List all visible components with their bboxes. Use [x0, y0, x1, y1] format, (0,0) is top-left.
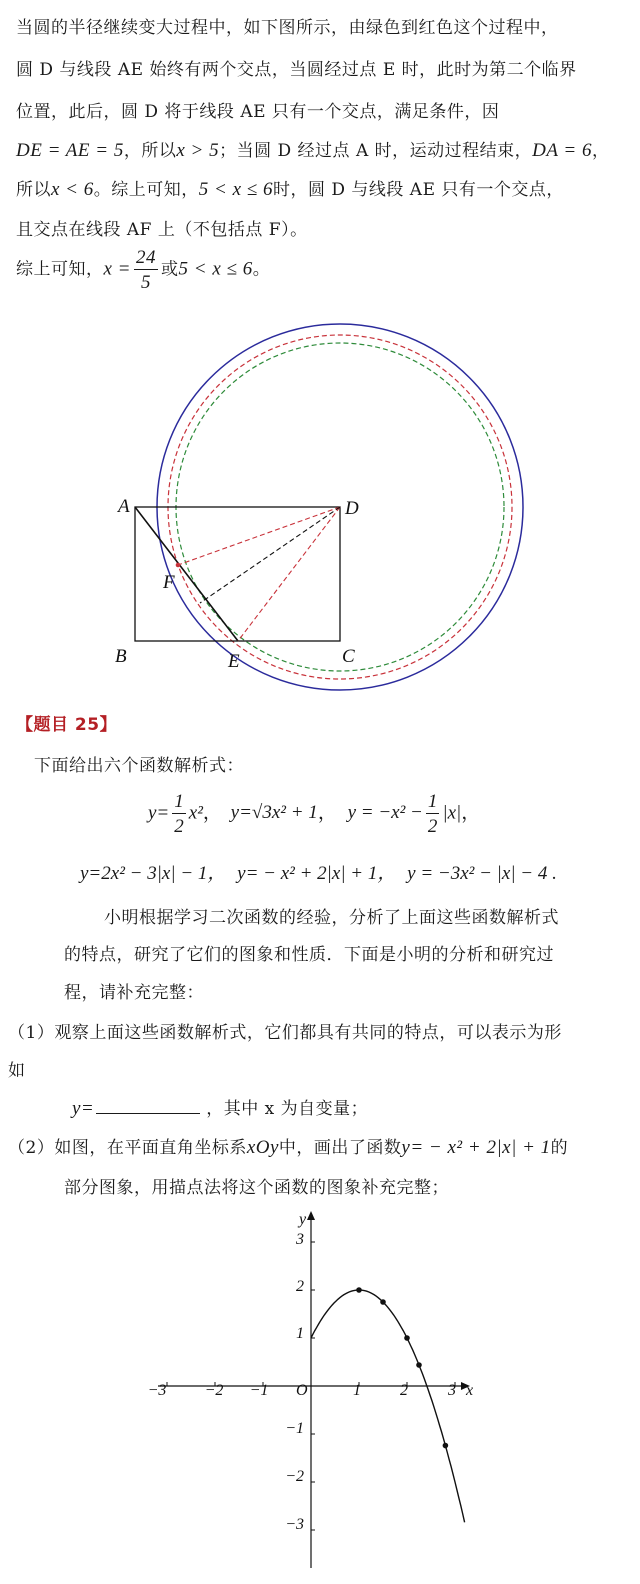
label-c: C [342, 646, 355, 667]
function-4: y=2x² − 3|x| − 1， [80, 863, 227, 884]
solution-line-2: 圆 D 与线段 AE 始终有两个交点，当圆经过点 E 时，此时为第二个临界 [16, 60, 577, 80]
solution-conclusion: 综上可知，x = $\frac{24}{5}$ 或5 < x ≤ 6。 [16, 247, 271, 293]
label-f: F [163, 572, 175, 593]
problem-intro: 下面给出六个函数解析式： [34, 756, 244, 776]
fraction-half-2: $\frac{1}{2}$ [427, 791, 438, 837]
x-tick-label: −1 [249, 1382, 269, 1399]
function-sqrt3: y=√3x² + 1 [230, 802, 318, 824]
data-point [416, 1362, 422, 1368]
inequality-x-lt-6: x < 6 [51, 179, 94, 200]
data-point [443, 1443, 449, 1449]
problem-para-1: 小明根据学习二次函数的经验，分析了上面这些函数解析式 [104, 908, 559, 928]
label-a: A [118, 496, 130, 517]
question-2-function: y= − x² + 2|x| + 1 [401, 1137, 551, 1158]
solution-line-5: 所以x < 6。综上可知，5 < x ≤ 6时，圆 D 与线段 AE 只有一个交点， [16, 179, 564, 200]
coordinate-graph [0, 1200, 640, 1584]
x-tick-label: 1 [353, 1382, 361, 1399]
function-6: y = −3x² − |x| − 4 . [407, 863, 557, 884]
fraction-half: $\frac{1}{2}$ [174, 791, 184, 837]
solution-line-4: DE = AE = 5，所以x > 5；当圆 D 经过点 A 时，运动过程结束，DA = 6， [16, 140, 610, 161]
fraction-24-5: $\frac{24}{5}$ [136, 247, 157, 293]
label-e: E [228, 651, 240, 672]
inequality-x-gt-5: x > 5 [176, 140, 220, 161]
solution-line-1: 当圆的半径继续变大过程中，如下图所示，由绿色到红色这个过程中， [16, 18, 559, 38]
question-1-blank-line: y= ，其中 x 为自变量； [72, 1094, 368, 1120]
x-axis-label: x [466, 1382, 474, 1399]
question-2-line-1: （2）如图，在平面直角坐标系xOy中，画出了函数y= − x² + 2|x| + 1的 [8, 1137, 569, 1158]
data-point [356, 1287, 362, 1293]
data-point [380, 1299, 386, 1305]
y-tick-label: 2 [296, 1278, 304, 1295]
point-f [176, 563, 181, 568]
solution-line-6: 且交点在线段 AF 上（不包括点 F）。 [16, 220, 308, 240]
red-segment-de [238, 507, 340, 641]
solution-line-3: 位置，此后，圆 D 将于线段 AE 只有一个交点，满足条件，因 [16, 102, 500, 122]
y-tick-label: 1 [296, 1325, 304, 1342]
y-axis-arrow-icon [307, 1211, 315, 1220]
function-list-row-1: y= $\frac{1}{2}$ x²， y=√3x² + 1， y = −x² − $\frac{1}{2}$ |x|， [148, 791, 481, 837]
x-tick-label: 2 [400, 1382, 408, 1399]
function-curve [311, 1290, 465, 1522]
question-1-line-1: （1）观察上面这些函数解析式，它们都具有共同的特点，可以表示为形 [8, 1023, 562, 1043]
equation-da: DA = 6 [532, 140, 592, 161]
x-tick-label: 3 [448, 1382, 456, 1399]
x-tick-label: −2 [204, 1382, 224, 1399]
red-segment-df [178, 507, 340, 565]
geometry-figure [0, 310, 640, 695]
inequality-range: 5 < x ≤ 6 [198, 179, 273, 200]
y-tick-label: −3 [285, 1516, 304, 1533]
equation-de-ae: DE = AE = 5 [16, 140, 124, 161]
label-b: B [115, 646, 127, 667]
y-tick-label: −1 [285, 1420, 304, 1437]
y-tick-label: −2 [285, 1468, 304, 1485]
y-axis-label: y [299, 1211, 307, 1228]
conclusion-range: 5 < x ≤ 6 [178, 258, 253, 280]
label-d: D [345, 498, 359, 519]
origin-label: O [296, 1382, 308, 1399]
black-dashed-segment [200, 507, 340, 603]
y-tick-label: 3 [296, 1231, 304, 1248]
segment-ae [135, 507, 238, 641]
plotted-points [356, 1287, 448, 1448]
question-2-line-2: 部分图象，用描点法将这个函数的图象补充完整； [64, 1178, 449, 1198]
function-5: y= − x² + 2|x| + 1， [237, 863, 397, 884]
problem-title: 【题目 25】 [16, 715, 118, 735]
function-list-row-2 [80, 858, 557, 885]
question-1-line-2: 如 [8, 1061, 26, 1081]
answer-blank[interactable] [96, 1095, 200, 1114]
x-tick-label: −3 [147, 1382, 167, 1399]
data-point [404, 1335, 410, 1341]
problem-para-3: 程，请补充完整： [64, 983, 204, 1003]
problem-para-2: 的特点，研究了它们的图象和性质．下面是小明的分析和研究过 [64, 945, 554, 965]
